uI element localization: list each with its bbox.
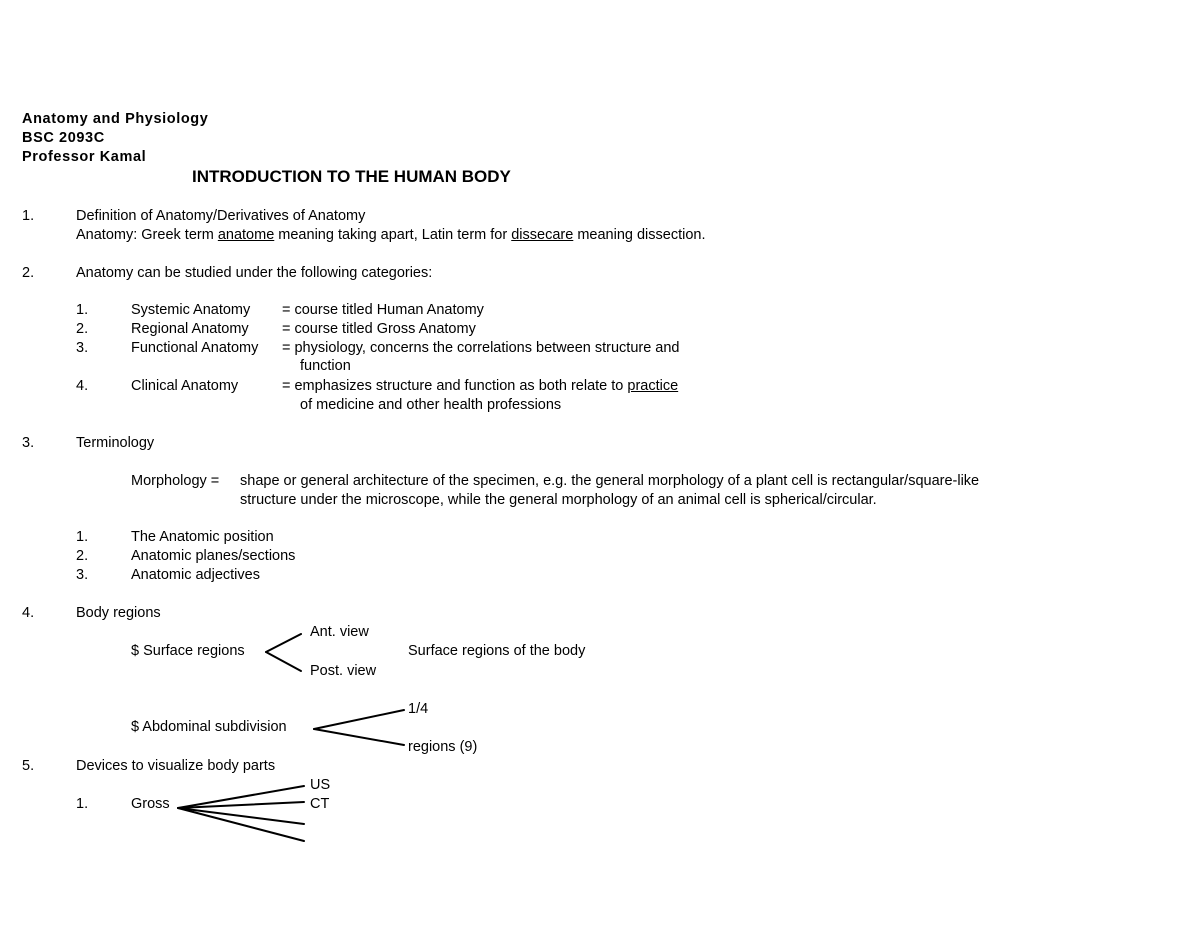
category-4-label: Clinical Anatomy [131,378,239,394]
category-4-def-text: = emphasizes structure and function as both relate to [282,378,628,394]
term-1-number: 1. [76,529,89,545]
section-5-number: 5. [22,758,35,774]
quarter-label: 1/4 [408,701,429,717]
posterior-view-label: Post. view [310,663,377,679]
category-1-number: 1. [76,302,89,318]
section-2-heading: Anatomy can be studied under the following categories: [76,265,433,281]
term-2-label: Anatomic planes/sections [131,548,296,564]
ct-label: CT [310,796,330,812]
surface-branch-post [266,652,301,671]
ultrasound-label: US [310,777,331,793]
section-1-heading: Definition of Anatomy/Derivatives of Anatomy [76,208,366,224]
term-3-number: 3. [76,567,89,583]
term-anatome: anatome [217,227,275,243]
term-2-number: 2. [76,548,89,564]
gross-branch-4 [178,808,304,841]
abdominal-branch-regions [314,729,404,745]
gross-branch-3 [178,808,304,824]
term-practice: practice [627,378,679,394]
category-1-definition: = course titled Human Anatomy [282,302,484,318]
category-4-number: 4. [76,378,89,394]
category-3-definition: = physiology, concerns the correlations between structure and [282,340,680,356]
section-2-number: 2. [22,265,35,281]
surface-branch-ant [266,634,301,652]
page-title: INTRODUCTION TO THE HUMAN BODY [192,167,511,186]
term-1-label: The Anatomic position [131,529,274,545]
morphology-label: Morphology = [131,473,220,489]
category-1-label: Systemic Anatomy [131,302,251,318]
category-2-number: 2. [76,321,89,337]
definition-text-b: meaning taking apart, Latin term for [274,227,512,243]
section-4-heading: Body regions [76,605,161,621]
morphology-definition-line-1: shape or general architecture of the specimen, e.g. the general morphology of a plant cell is rectangular/square-like [240,473,980,489]
section-5-heading: Devices to visualize body parts [76,758,276,774]
anterior-view-label: Ant. view [310,624,369,640]
course-name: Anatomy and Physiology [22,111,209,127]
definition-text-c: meaning dissection. [573,227,706,243]
category-3-continuation: function [300,358,351,374]
regions-nine-label: regions (9) [408,739,478,755]
surface-regions-note: Surface regions of the body [408,643,586,659]
definition-text-a: Anatomy: Greek term [76,227,218,243]
abdominal-branch-quarter [314,710,404,729]
section-3-heading: Terminology [76,435,155,451]
surface-regions-label: $ Surface regions [131,643,245,659]
gross-number: 1. [76,796,89,812]
professor-name: Professor Kamal [22,149,147,165]
category-2-definition: = course titled Gross Anatomy [282,321,476,337]
term-3-label: Anatomic adjectives [131,567,260,583]
gross-label: Gross [131,796,170,812]
section-4-number: 4. [22,605,35,621]
category-3-label: Functional Anatomy [131,340,259,356]
section-1-number: 1. [22,208,35,224]
category-3-number: 3. [76,340,89,356]
category-4-continuation: of medicine and other health professions [300,397,562,413]
section-3-number: 3. [22,435,35,451]
morphology-definition-line-2: structure under the microscope, while the general morphology of an animal cell is spherical/circular. [240,492,877,508]
category-2-label: Regional Anatomy [131,321,249,337]
term-dissecare: dissecare [511,227,574,243]
abdominal-subdivision-label: $ Abdominal subdivision [131,719,287,735]
course-code: BSC 2093C [22,130,105,146]
